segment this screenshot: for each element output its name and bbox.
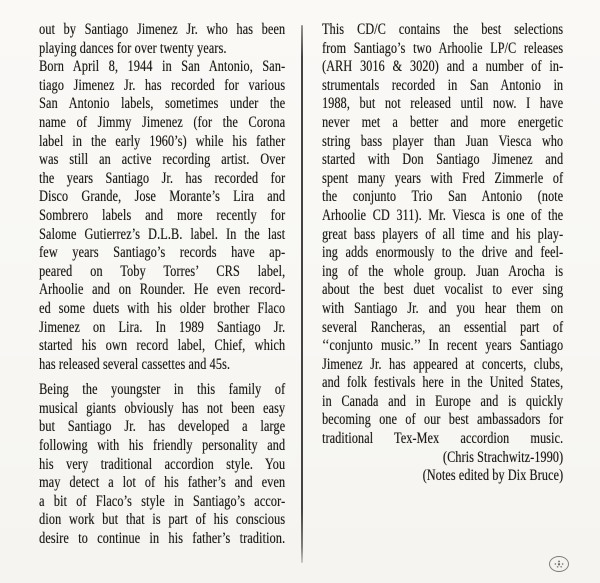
text-line: strumentals recorded in San Antonio in — [322, 76, 564, 94]
text-line: Being the youngster in this family of — [39, 381, 286, 399]
text-line: Sombrero labels and more recently for — [39, 206, 286, 224]
text-line: out by Santiago Jimenez Jr. who has been — [39, 21, 286, 38]
text-line: peared on Toby Torres’ CRS label, — [39, 262, 286, 280]
column-divider-rule — [301, 25, 303, 563]
text-line: ed some duets with his older brother Flaco — [39, 299, 286, 317]
text-line: few years Santiago’s records have ap- — [39, 244, 286, 262]
text-line: spent many years with Fred Zimmerle of — [322, 169, 564, 187]
text-line: Salome Gutierrez’s D.L.B. label. In the last — [39, 225, 286, 243]
text-line: This CD/C contains the best selections — [322, 21, 564, 38]
text-line: and folk festivals here in the United States, — [322, 374, 564, 392]
text-line: (Notes edited by Dix Bruce) — [422, 467, 564, 485]
text-line: never met a better and more energetic — [322, 113, 564, 131]
left-text-column — [39, 21, 285, 549]
text-line: great bass players of all time and his play- — [322, 225, 564, 243]
paragraph-gap — [39, 374, 285, 381]
union-bug-stamp-icon — [549, 556, 569, 572]
text-line: the years Santiago Jr. has recorded for — [39, 169, 286, 187]
text-line: label in the early 1960’s) while his father — [39, 132, 286, 150]
text-line: several Rancheras, an essential part of — [322, 318, 564, 336]
text-line: was still an active recording artist. Over — [39, 151, 286, 169]
text-line: Born April 8, 1944 in San Antonio, San- — [39, 58, 286, 76]
text-line: about the best duet vocalist to ever sing — [322, 281, 564, 299]
text-line: Disco Grande, Jose Morante’s Lira and — [39, 188, 286, 206]
text-line: San Antonio labels, sometimes under the — [39, 95, 286, 113]
text-line: but Santiago Jr. has developed a large — [39, 418, 286, 436]
text-line: Jimenez on Lira. In 1989 Santiago Jr. — [39, 318, 286, 336]
text-line: Jimenez Jr. has appeared at concerts, clubs, — [322, 355, 564, 373]
text-line: playing dances for over twenty years. — [39, 39, 227, 57]
text-line: 1988, but not released until now. I have — [322, 95, 564, 113]
text-line: started his own record label, Chief, which — [39, 337, 286, 355]
text-line: the conjunto Trio San Antonio (note — [322, 188, 564, 206]
text-line: a bit of Flaco’s style in Santiago’s accor- — [39, 492, 286, 510]
text-line: has released several cassettes and 45s. — [39, 355, 231, 373]
text-line: traditional Tex-Mex accordion music. — [322, 430, 564, 448]
right-text-column — [322, 21, 563, 486]
text-line: ‘‘conjunto music.’’ In recent years Santiago — [322, 337, 564, 355]
text-line: tiago Jimenez Jr. has recorded for various — [39, 76, 286, 94]
text-line: following with his friendly personality and — [39, 437, 286, 455]
text-line: dion work but that is part of his conscious — [39, 511, 286, 529]
text-line: may detect a lot of his father’s and even — [39, 474, 286, 492]
text-line: ing adds enormously to the drive and feel- — [322, 244, 564, 262]
text-line: name of Jimmy Jimenez (for the Corona — [39, 113, 286, 131]
text-line: becoming one of our best ambassadors for — [322, 411, 564, 429]
text-line: from Santiago’s two Arhoolie LP/C releases — [322, 39, 564, 57]
text-line: his very traditional accordion style. You — [39, 455, 286, 473]
text-line: in Canada and in Europe and is quickly — [322, 392, 564, 410]
text-line: (Chris Strachwitz-1990) — [442, 448, 564, 466]
text-line: started with Don Santiago Jimenez and — [322, 151, 564, 169]
text-line: desire to continue in his father’s tradition. — [39, 530, 286, 548]
text-line: string bass player than Juan Viesca who — [322, 132, 564, 150]
text-line: (ARH 3016 & 3020) and a number of in- — [322, 58, 564, 76]
text-line: musical giants obviously has not been easy — [39, 399, 286, 417]
text-line: ing of the whole group. Juan Arocha is — [322, 262, 564, 280]
text-line: Arhoolie CD 311). Mr. Viesca is one of the — [322, 206, 564, 224]
text-line: Arhoolie and on Rounder. He even record- — [39, 281, 286, 299]
text-line: with Santiago Jr. and you hear them on — [322, 299, 564, 317]
